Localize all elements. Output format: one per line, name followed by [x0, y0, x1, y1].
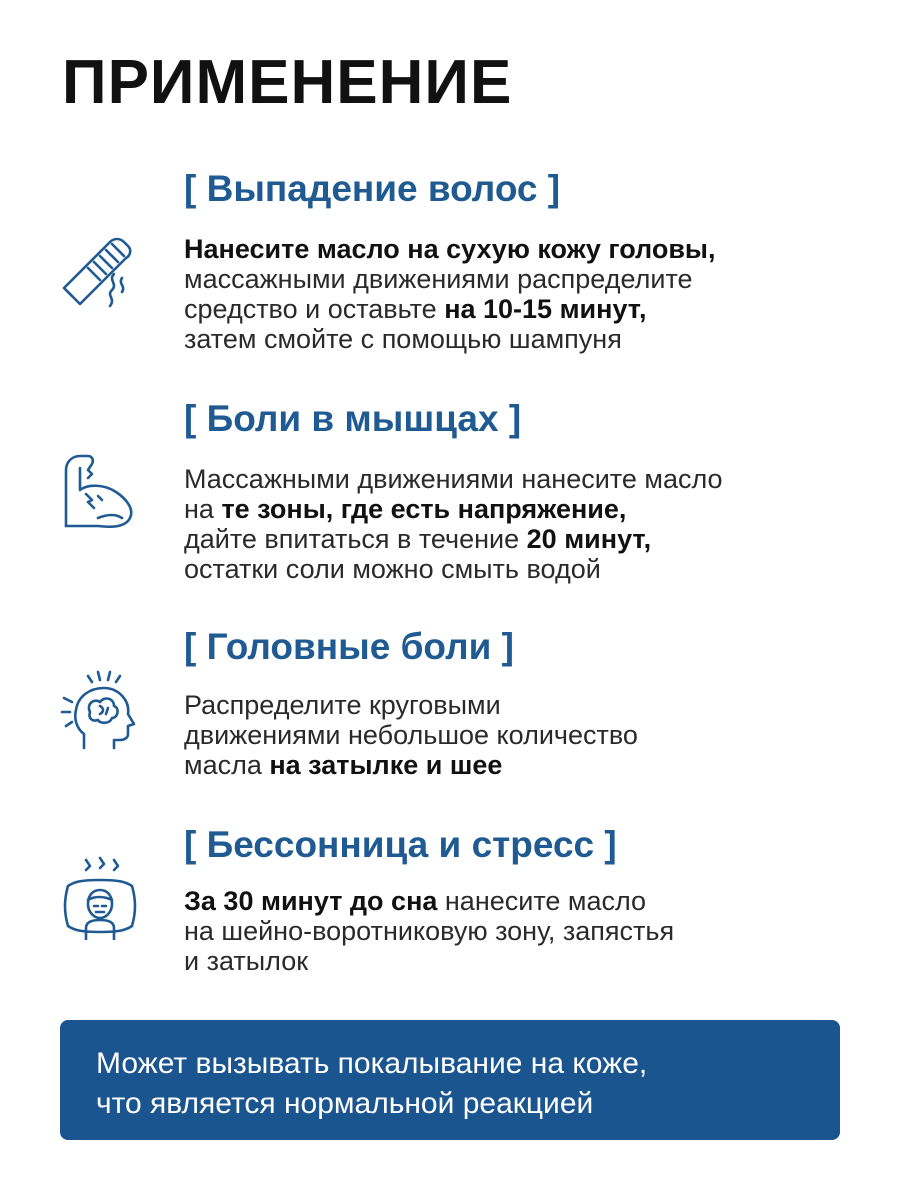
- section-text: [184, 886, 674, 976]
- section-heading: [ Бессонница и стресс ]: [184, 824, 617, 865]
- text-line: на шейно-воротниковую зону, запястья: [184, 916, 675, 946]
- notice-banner: [60, 1020, 840, 1140]
- text-line: движениями небольшое количество: [184, 720, 638, 750]
- notice-line: что является нормальной реакцией: [96, 1087, 594, 1120]
- text-line: масла на затылке и шее: [184, 750, 503, 780]
- muscle-pain-icon: [58, 448, 142, 532]
- text-line: дайте впитаться в течение 20 минут,: [184, 524, 652, 554]
- text-line: массажными движениями распределите: [184, 264, 693, 294]
- text-line: и затылок: [184, 946, 309, 976]
- section-heading: [ Боли в мышцах ]: [184, 398, 522, 439]
- comb-hair-icon: [58, 226, 142, 310]
- text-line: Распределите круговыми: [184, 690, 501, 720]
- section-text: [184, 234, 716, 354]
- section-text: [184, 690, 638, 780]
- text-line: Массажными движениями нанесите масло: [184, 464, 723, 494]
- text-line: средство и оставьте на 10-15 минут,: [184, 294, 647, 324]
- text-line: затем смойте с помощью шампуня: [184, 324, 622, 354]
- text-line: на те зоны, где есть напряжение,: [184, 494, 627, 524]
- section-heading: [ Головные боли ]: [184, 626, 514, 667]
- section-heading: [ Выпадение волос ]: [184, 168, 561, 209]
- section-text: [184, 464, 723, 584]
- headache-brain-icon: [58, 668, 142, 752]
- text-line: Нанесите масло на сухую кожу головы,: [184, 234, 716, 264]
- text-line: остатки соли можно смыть водой: [184, 554, 601, 584]
- page-title: ПРИМЕНЕНИЕ: [62, 48, 513, 117]
- insomnia-pillow-icon: [58, 856, 142, 940]
- text-line: За 30 минут до сна нанесите масло: [184, 886, 647, 916]
- notice-line: Может вызывать покалывание на коже,: [96, 1047, 648, 1080]
